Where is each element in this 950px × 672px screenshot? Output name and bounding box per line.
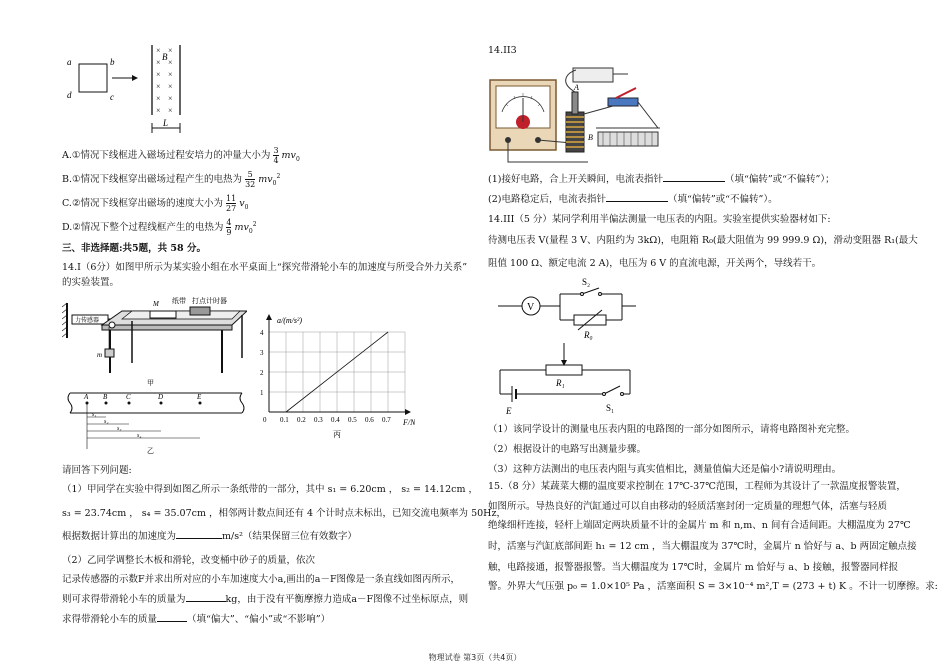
graph-ylabel: a/(m/s²)	[277, 316, 303, 325]
p2-line3: 则可求得带滑轮小车的质量为 kg，由于没有平衡摩擦力造成a－F图像不过坐标原点，则	[62, 594, 469, 605]
label-B: B	[162, 52, 168, 62]
p2-line4: 求得带滑轮小车的质量 （填“偏大”、“偏小”或“不影响”）	[62, 614, 331, 625]
label-a: a	[67, 57, 72, 67]
label-b: b	[110, 57, 115, 67]
sensor-label: 力传感器	[75, 318, 100, 324]
svg-text:×: ×	[156, 58, 161, 67]
label-V: V	[527, 302, 535, 313]
x-tick-label: 0.5	[348, 416, 357, 424]
svg-text:×: ×	[168, 94, 173, 103]
iii-line2: 待测电压表 V(量程 3 V、内阻约为 3kΩ)，电阻箱 R₀(最大阻值为 99 999.9 Ω)，滑动变阻器 R₁(最大	[488, 235, 918, 246]
q14ii-label: 14.II3	[488, 45, 517, 56]
answer-intro: 请回答下列问题:	[62, 465, 132, 476]
ii-q1-blank[interactable]	[663, 181, 725, 182]
p1-line1: （1）甲同学在实验中得到如图乙所示一条纸带的一部分，其中 s₁ = 6.20cm ， s₂ = 14.12cm ，	[62, 484, 478, 495]
label-B-coil: B	[588, 133, 593, 142]
label-R0: R₀	[584, 330, 593, 340]
label-R1: R₁	[556, 378, 565, 388]
ii-q2-blank[interactable]	[606, 201, 668, 202]
q15-line2: 如图所示。导热良好的汽缸通过可以自由移动的轻质活塞封闭一定质量的理想气体，活塞与轻质	[488, 501, 888, 512]
ii-q1: (1)接好电路，合上开关瞬间，电流表指针 （填“偏转”或“不偏转”）；	[488, 174, 835, 185]
q14-line2: 的实验装置。	[62, 277, 120, 288]
label-S1: S₁	[606, 403, 615, 413]
point-A: A	[84, 393, 89, 401]
apparatus-figure	[62, 293, 247, 458]
svg-text:×: ×	[156, 46, 161, 55]
label-L: L	[163, 118, 169, 128]
label-E: E	[506, 406, 512, 416]
svg-text:×: ×	[156, 70, 161, 79]
label-s3: s₃	[117, 426, 122, 432]
iii-line1: 14.III（5 分）某同学利用半偏法测量一电压表的内阻。实验室提供实验器材如下:	[488, 214, 831, 225]
iii-q2: （2）根据设计的电路写出测量步骤。	[488, 444, 647, 455]
graph-xlabel: F/N	[403, 418, 415, 427]
point-D: D	[158, 393, 164, 401]
p2-line1: （2）乙同学调整长木板和滑轮，改变桶中砂子的质量，依次	[62, 555, 316, 566]
iii-line3: 阻值 100 Ω、额定电流 2 A)，电压为 6 V 的直流电源，开关两个，导线若干。	[488, 258, 822, 269]
svg-text:×: ×	[168, 46, 173, 55]
p2-mass-blank[interactable]	[186, 601, 226, 602]
galvanometer-figure	[488, 62, 698, 168]
section-heading: 三、非选择题:共5题，共 58 分。	[62, 243, 206, 254]
svg-text:×: ×	[168, 70, 173, 79]
label-s2: s₂	[104, 419, 109, 425]
label-M: M	[153, 300, 159, 308]
svg-text:×: ×	[156, 82, 161, 91]
q15-line3: 绝缘细杆连接，轻杆上端固定两块质量不计的金属片 m 和 n,m、n 间有合适间距。大棚温度为 27℃	[488, 520, 911, 531]
p1-line2: s₃ = 23.74cm ， s₄ = 35.07cm ，相邻两计数点间还有 4 个计时点未标出，已知交流电频率为 50Hz，	[62, 508, 506, 519]
y-tick-label: 4	[260, 329, 264, 337]
x-tick-label: 0.4	[331, 416, 340, 424]
iii-q1: （1）该同学设计的测量电压表内阻的电路图的一部分如图所示，请将电路图补充完整。	[488, 424, 856, 435]
q15-line1: 15.（8 分）某蔬菜大棚的温度要求控制在 17℃-37℃范围，工程师为其设计了一款温度报警装置，	[488, 481, 906, 492]
caption-yi: 乙	[147, 447, 154, 455]
p1-line3: 根据数据计算出的加速度为 m/s²（结果保留三位有效数字）	[62, 531, 357, 542]
p1-answer-blank[interactable]	[176, 538, 222, 539]
iii-q3: （3）这种方法测出的电压表内阻与真实值相比，测量值偏大还是偏小?请说明理由。	[488, 464, 842, 475]
label-A: A	[574, 83, 579, 92]
x-tick-label: 0.7	[382, 416, 391, 424]
page-footer: 物理试卷 第3页（共4页）	[428, 653, 522, 662]
p2-line2: 记录传感器的示数F并求出所对应的小车加速度大小a,画出的a－F图像是一条直线如图丙所示，	[62, 574, 461, 585]
point-C: C	[126, 393, 131, 401]
svg-text:×: ×	[156, 94, 161, 103]
y-tick-label: 3	[260, 349, 264, 357]
q15-line4: 时，活塞与汽缸底部间距 h₁ = 12 cm ，当大棚温度为 37℃时，金属片 n 恰好与 a、b 两固定触点接	[488, 541, 917, 552]
p2-effect-blank[interactable]	[157, 621, 187, 622]
svg-text:×: ×	[156, 106, 161, 115]
svg-text:×: ×	[168, 58, 173, 67]
label-m: m	[97, 351, 103, 359]
label-s1: s₁	[92, 412, 97, 418]
q15-line6: 警。外界大气压强 p₀ = 1.0×10⁵ Pa ，活塞面积 S = 3×10⁻⁴ m²,T = (273 + t) K 。不计一切摩擦。求:	[488, 581, 938, 592]
graph-caption: 丙	[333, 430, 341, 439]
tape-label: 纸带	[172, 297, 186, 305]
x-tick-label: 0	[263, 416, 267, 424]
x-tick-label: 0.1	[280, 416, 289, 424]
circuit-diagram	[494, 278, 654, 418]
y-tick-label: 2	[260, 369, 264, 377]
option-a: A.①情况下线框进入磁场过程安培力的冲量大小为 $\frac{3}{4} mv_0$	[62, 146, 300, 165]
q14-line1: 14.I（6分）如图甲所示为某实验小组在水平桌面上“探究带滑轮小车的加速度与所受合外力关系”	[62, 262, 468, 273]
caption-jia: 甲	[147, 379, 154, 387]
x-tick-label: 0.3	[314, 416, 323, 424]
ii-q2: (2)电路稳定后，电流表指针 （填“偏转”或“不偏转”）。	[488, 194, 778, 205]
label-d: d	[67, 90, 72, 100]
svg-text:×: ×	[168, 82, 173, 91]
label-S2: S₂	[582, 278, 591, 287]
option-b: B.①情况下线框穿出磁场过程产生的电热为 $\frac{5}{32} mv_0^2$	[62, 170, 281, 190]
x-tick-label: 0.6	[365, 416, 374, 424]
option-d: D.②情况下整个过程线框产生的电热为 $\frac{4}{9} mv_0^2$	[62, 218, 257, 238]
af-graph	[245, 312, 415, 440]
y-tick-label: 1	[260, 389, 264, 397]
option-c: C.②情况下线框穿出磁场的速度大小为 $\frac{11}{27} v_0$	[62, 194, 249, 213]
label-s4: s₄	[137, 433, 142, 439]
point-B: B	[103, 393, 108, 401]
label-c: c	[110, 92, 114, 102]
q15-line5: 触，电路接通，报警器报警。当大棚温度为 17℃时，金属片 m 恰好与 a、b 接触，报警器同样报	[488, 562, 899, 573]
point-E: E	[197, 393, 202, 401]
timer-label: 打点计时器	[192, 297, 227, 305]
svg-text:×: ×	[168, 106, 173, 115]
frame-field-figure	[62, 40, 202, 140]
x-tick-label: 0.2	[297, 416, 306, 424]
